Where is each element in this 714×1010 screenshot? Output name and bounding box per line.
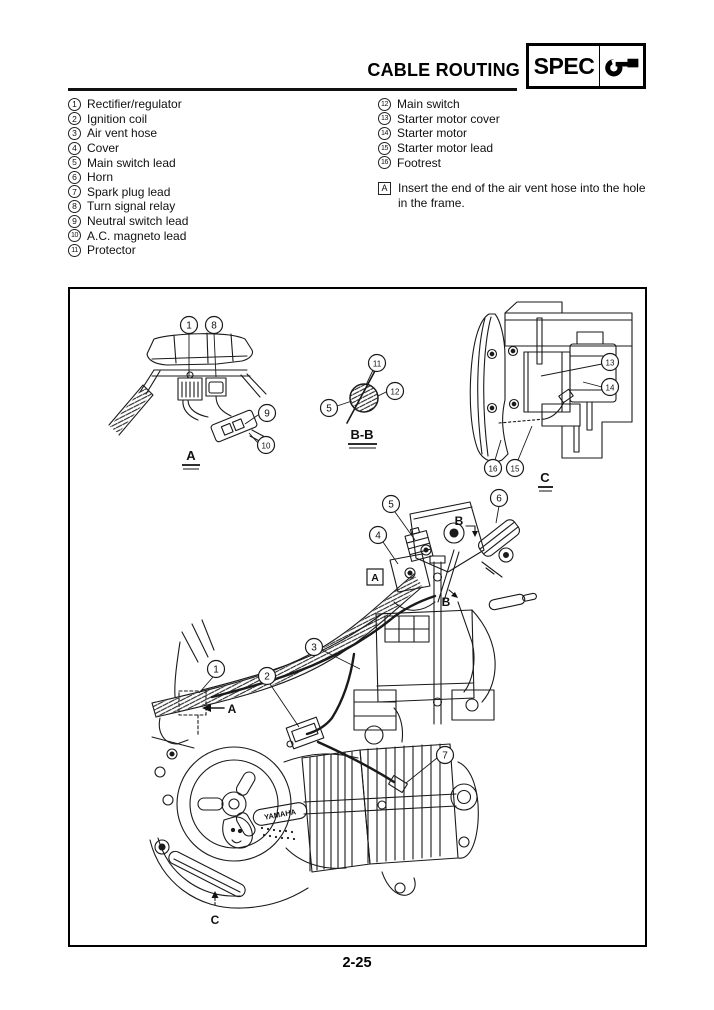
svg-text:A: A	[227, 702, 237, 716]
legend-item: 10 A.C. magneto lead	[68, 228, 188, 243]
svg-text:2: 2	[264, 671, 270, 683]
legend-item: 8 Turn signal relay	[68, 199, 188, 214]
svg-text:9: 9	[264, 408, 270, 420]
svg-text:10: 10	[261, 441, 271, 451]
legend-item: 7 Spark plug lead	[68, 185, 188, 200]
svg-text:1: 1	[213, 664, 219, 676]
svg-text:C: C	[210, 913, 220, 927]
detail-c-inset	[470, 302, 632, 491]
seat	[147, 333, 253, 365]
page-title: CABLE ROUTING	[367, 60, 520, 80]
frame-tube-hatched	[109, 385, 153, 435]
callout-12	[378, 383, 404, 400]
engine-logo: YAMAHA	[263, 807, 297, 822]
legend-item: 15 Starter motor lead	[378, 141, 500, 156]
turn-signal-relay	[206, 378, 226, 396]
section-bb-label	[348, 427, 377, 448]
legend-item: 4 Cover	[68, 141, 188, 156]
note-text: Insert the end of the air vent hose into the hole in the frame.	[398, 181, 646, 210]
svg-text:C: C	[540, 470, 550, 485]
section-bb-inset	[321, 355, 404, 449]
exhaust-port	[382, 872, 415, 895]
micrometer-icon	[600, 46, 643, 86]
svg-text:7: 7	[442, 750, 448, 762]
main-diagram	[150, 490, 537, 928]
horn	[476, 517, 522, 577]
callout-6	[491, 490, 508, 524]
frame-spine	[152, 574, 422, 717]
view-a-marker	[202, 702, 237, 716]
callout-13	[541, 354, 619, 377]
svg-text:6: 6	[496, 493, 502, 505]
crankcase-rear	[470, 314, 518, 462]
legend-item: 1 Rectifier/regulator	[68, 97, 188, 112]
legend-item: 2 Ignition coil	[68, 112, 188, 127]
cable-routing-drawing	[70, 289, 645, 945]
legend-item: 14 Starter motor	[378, 126, 500, 141]
lead-connector	[210, 409, 265, 443]
callout-9	[245, 405, 276, 425]
spine-bracket	[152, 718, 194, 759]
svg-text:11: 11	[372, 359, 382, 369]
section-b-marker-bottom	[442, 590, 458, 609]
legend-item: 3 Air vent hose	[68, 126, 188, 141]
detail-a-inset	[109, 317, 276, 470]
callout-15	[507, 426, 533, 477]
detail-c-label	[538, 470, 553, 491]
svg-text:4: 4	[375, 530, 381, 542]
front-cutoff	[175, 620, 214, 697]
legend-item: 16 Footrest	[378, 155, 500, 170]
svg-text:B-B: B-B	[350, 427, 374, 442]
legend-item: 6 Horn	[68, 170, 188, 185]
engine-side-cover	[252, 754, 358, 868]
svg-text:B: B	[441, 595, 451, 609]
detail-a-label	[182, 448, 200, 469]
spec-badge	[526, 43, 646, 89]
legend-right	[378, 97, 500, 170]
svg-text:13: 13	[605, 358, 615, 368]
air-filter-box	[376, 610, 495, 702]
legend-left	[68, 97, 188, 258]
spec-label: SPEC	[529, 46, 600, 86]
svg-text:B: B	[454, 514, 464, 528]
legend-item: 13 Starter motor cover	[378, 112, 500, 127]
svg-text:8: 8	[211, 320, 217, 332]
seat-bracket	[140, 370, 266, 397]
callout-5b	[321, 400, 353, 417]
svg-text:5: 5	[388, 499, 394, 511]
cable-routing-figure	[68, 287, 647, 947]
page-number: 2-25	[342, 955, 372, 971]
callout-14	[583, 379, 619, 396]
svg-text:1: 1	[186, 320, 192, 332]
callout-1a	[181, 317, 198, 377]
svg-text:A: A	[186, 448, 196, 463]
note-marker-a: A	[378, 182, 391, 195]
svg-text:5: 5	[326, 403, 332, 415]
svg-text:16: 16	[488, 464, 498, 474]
svg-text:14: 14	[605, 383, 615, 393]
svg-text:15: 15	[510, 464, 520, 474]
legend-item: 9 Neutral switch lead	[68, 214, 188, 229]
legend-item: 12 Main switch	[378, 97, 500, 112]
crankcase-cover	[177, 747, 291, 861]
svg-text:A: A	[371, 572, 379, 584]
svg-text:3: 3	[311, 642, 317, 654]
legend-item: 5 Main switch lead	[68, 155, 188, 170]
legend-item: 11 Protector	[68, 243, 188, 258]
note-a	[378, 181, 656, 210]
svg-text:12: 12	[390, 387, 400, 397]
view-c-marker	[211, 891, 220, 927]
callout-10	[249, 433, 275, 454]
engine-mount-strap	[304, 794, 456, 814]
callout-8	[206, 317, 223, 378]
rear-bracket	[410, 502, 484, 604]
title-rule	[68, 88, 517, 91]
callout-11	[366, 355, 386, 386]
callout-4	[370, 527, 399, 565]
